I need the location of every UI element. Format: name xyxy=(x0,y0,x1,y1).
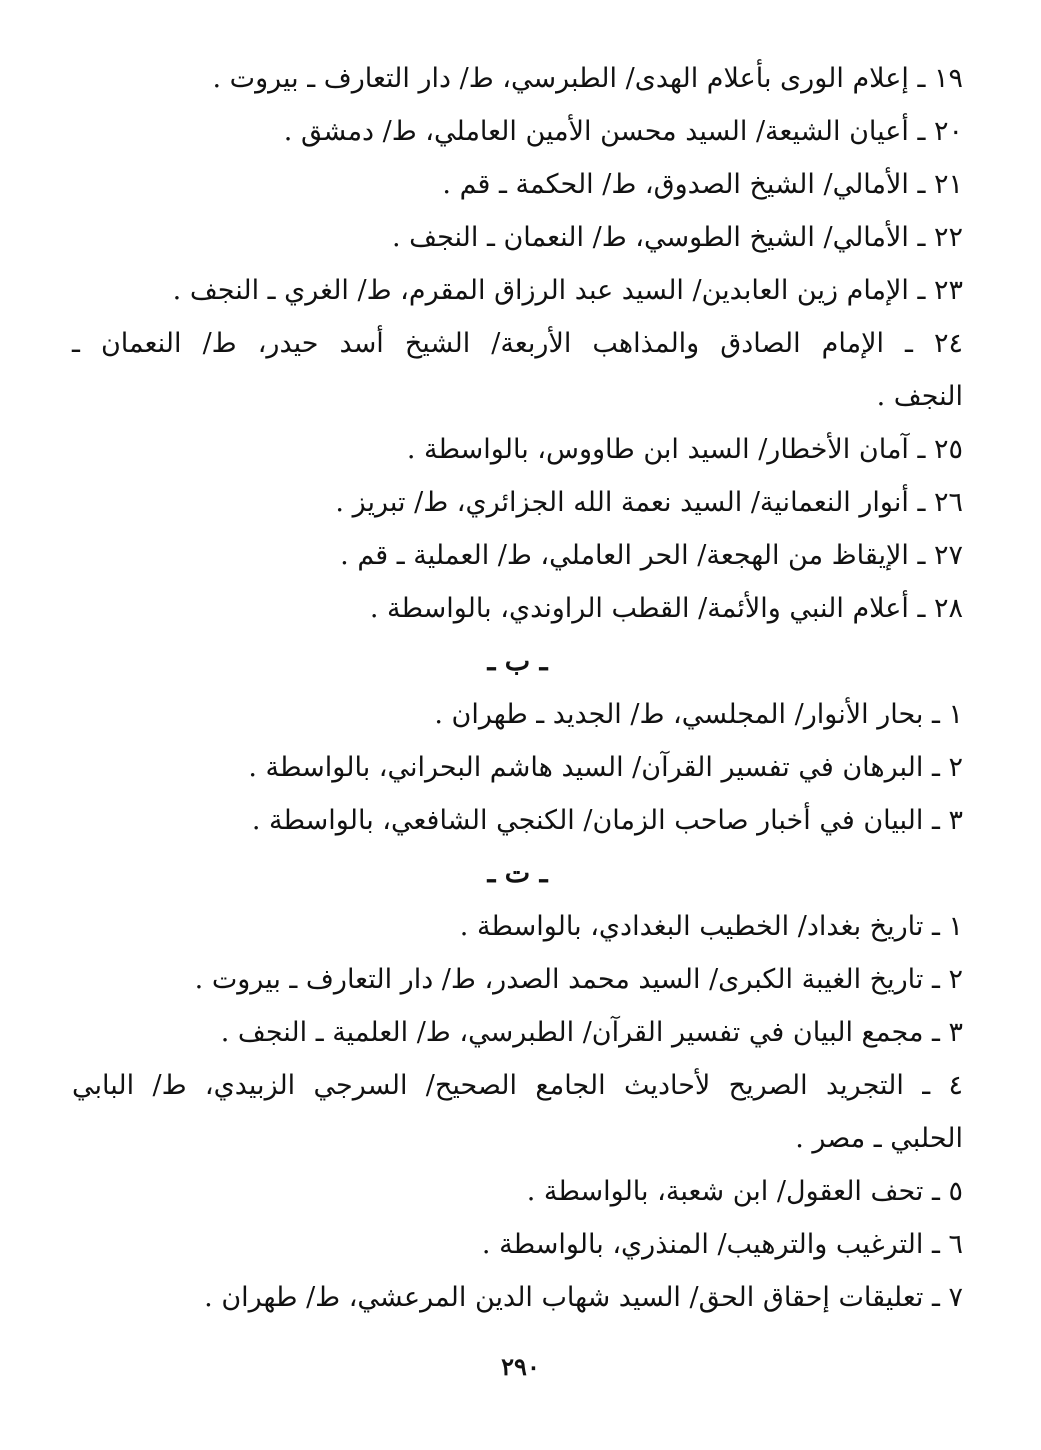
bibliography-entry-24-continuation: النجف . xyxy=(876,381,963,412)
bibliography-entry-ta-1: ١ ـ تاريخ بغداد/ الخطيب البغدادي، بالواسطة . xyxy=(459,911,963,942)
bibliography-entry-ta-4: ٤ ـ التجريد الصريح لأحاديث الجامع الصحيح/ السرجي الزبيدي، ط/ البابي xyxy=(72,1070,963,1101)
bibliography-entry-28: ٢٨ ـ أعلام النبي والأئمة/ القطب الراوندي، بالواسطة . xyxy=(369,593,963,624)
bibliography-entry-21: ٢١ ـ الأمالي/ الشيخ الصدوق، ط/ الحكمة ـ قم . xyxy=(442,169,963,200)
bibliography-entry-ta-5: ٥ ـ تحف العقول/ ابن شعبة، بالواسطة . xyxy=(526,1176,963,1207)
bibliography-entry-20: ٢٠ ـ أعيان الشيعة/ السيد محسن الأمين العاملي، ط/ دمشق . xyxy=(283,116,963,147)
page-number: ٢٩٠ xyxy=(501,1352,540,1381)
bibliography-entry-ta-3: ٣ ـ مجمع البيان في تفسير القرآن/ الطبرسي، ط/ العلمية ـ النجف . xyxy=(220,1017,963,1048)
section-heading-ba: ـ ب ـ xyxy=(487,646,548,677)
bibliography-entry-ba-1: ١ ـ بحار الأنوار/ المجلسي، ط/ الجديد ـ طهران . xyxy=(434,699,963,730)
bibliography-entry-ta-6: ٦ ـ الترغيب والترهيب/ المنذري، بالواسطة . xyxy=(481,1229,963,1260)
bibliography-entry-ba-2: ٢ ـ البرهان في تفسير القرآن/ السيد هاشم البحراني، بالواسطة . xyxy=(248,752,963,783)
section-heading-ta: ـ ت ـ xyxy=(487,858,548,889)
bibliography-entry-22: ٢٢ ـ الأمالي/ الشيخ الطوسي، ط/ النعمان ـ النجف . xyxy=(391,222,963,253)
bibliography-entry-19: ١٩ ـ إعلام الورى بأعلام الهدى/ الطبرسي، ط/ دار التعارف ـ بيروت . xyxy=(212,63,963,94)
bibliography-entry-26: ٢٦ ـ أنوار النعمانية/ السيد نعمة الله الجزائري، ط/ تبريز . xyxy=(335,487,963,518)
bibliography-entry-ba-3: ٣ ـ البيان في أخبار صاحب الزمان/ الكنجي الشافعي، بالواسطة . xyxy=(251,805,963,836)
bibliography-entry-24: ٢٤ ـ الإمام الصادق والمذاهب الأربعة/ الشيخ أسد حيدر، ط/ النعمان ـ xyxy=(72,328,963,359)
bibliography-entry-ta-7: ٧ ـ تعليقات إحقاق الحق/ السيد شهاب الدين المرعشي، ط/ طهران . xyxy=(204,1282,963,1313)
bibliography-entry-23: ٢٣ ـ الإمام زين العابدين/ السيد عبد الرزاق المقرم، ط/ الغري ـ النجف . xyxy=(172,275,963,306)
bibliography-list xyxy=(72,52,963,1324)
bibliography-entry-ta-4-continuation: الحلبي ـ مصر . xyxy=(795,1123,963,1154)
bibliography-entry-ta-2: ٢ ـ تاريخ الغيبة الكبرى/ السيد محمد الصدر، ط/ دار التعارف ـ بيروت . xyxy=(194,964,963,995)
bibliography-entry-27: ٢٧ ـ الإيقاظ من الهجعة/ الحر العاملي، ط/ العملية ـ قم . xyxy=(340,540,963,571)
bibliography-entry-25: ٢٥ ـ آمان الأخطار/ السيد ابن طاووس، بالواسطة . xyxy=(406,434,963,465)
